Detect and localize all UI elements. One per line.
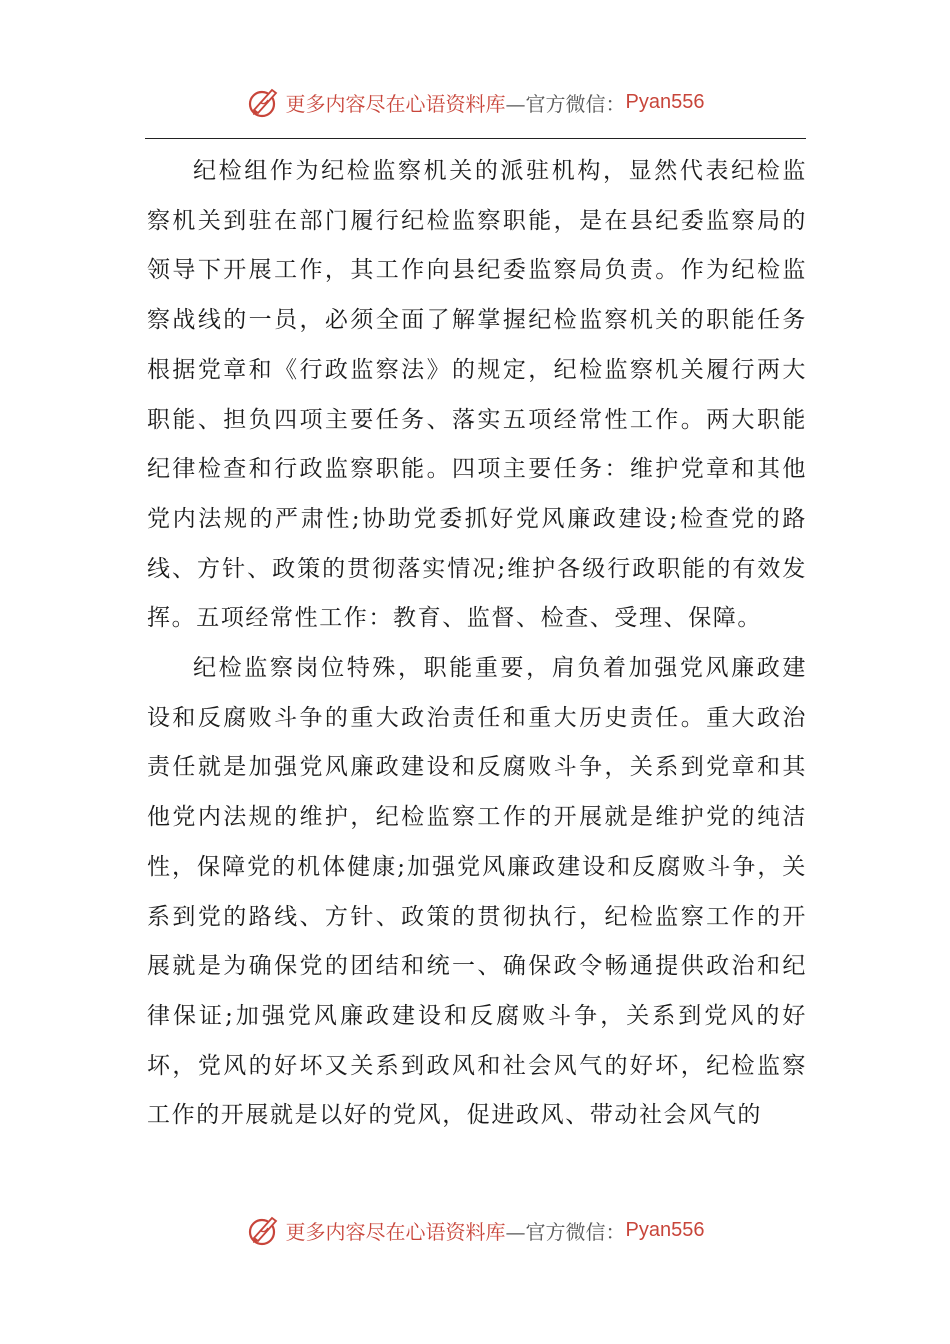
- pen-logo-icon: [246, 84, 282, 120]
- header-banner: [0, 80, 950, 124]
- header-separator-text: —官方微信：: [505, 91, 626, 116]
- footer-promo-text: 更多内容尽在心语资料库: [285, 1219, 506, 1244]
- header-promo-text: 更多内容尽在心语资料库: [285, 91, 506, 116]
- header-divider: [145, 138, 806, 139]
- body-paragraph-2: 纪检监察岗位特殊，职能重要，肩负着加强党风廉政建设和反腐败斗争的重大政治责任和重大历史责任。重大政治责任就是加强党风廉政建设和反腐败斗争，关系到党章和其他党内法规的维护，纪检监察工作的开展就是维护党的纯洁性，保障党的机体健康;加强党风廉政建设和反腐败斗争，关系到党的路线、方针、政策的贯彻执行，纪检监察工作的开展就是为确保党的团结和统一、确保政令畅通提供政治和纪律保证;加强党风廉政建设和反腐败斗争，关系到党风的好坏，党风的好坏又关系到政风和社会风气的好坏，纪检监察工作的开展就是以好的党风，促进政风、带动社会风气的: [147, 655, 807, 1129]
- footer-separator-text: —官方微信：: [505, 1219, 626, 1244]
- footer-wechat-id: Pyan556: [625, 1218, 705, 1241]
- document-body: [147, 147, 807, 1141]
- pen-logo-icon: [246, 1212, 282, 1248]
- header-wechat-id: Pyan556: [625, 90, 705, 113]
- footer-banner: [0, 1208, 950, 1252]
- body-paragraph-1: 纪检组作为纪检监察机关的派驻机构，显然代表纪检监察机关到驻在部门履行纪检监察职能，是在县纪委监察局的领导下开展工作，其工作向县纪委监察局负责。作为纪检监察战线的一员，必须全面了解掌握纪检监察机关的职能任务根据党章和《行政监察法》的规定，纪检监察机关履行两大职能、担负四项主要任务、落实五项经常性工作。两大职能纪律检查和行政监察职能。四项主要任务：维护党章和其他党内法规的严肃性;协助党委抓好党风廉政建设;检查党的路线、方针、政策的贯彻落实情况;维护各级行政职能的有效发挥。五项经常性工作：教育、监督、检查、受理、保障。: [147, 158, 807, 632]
